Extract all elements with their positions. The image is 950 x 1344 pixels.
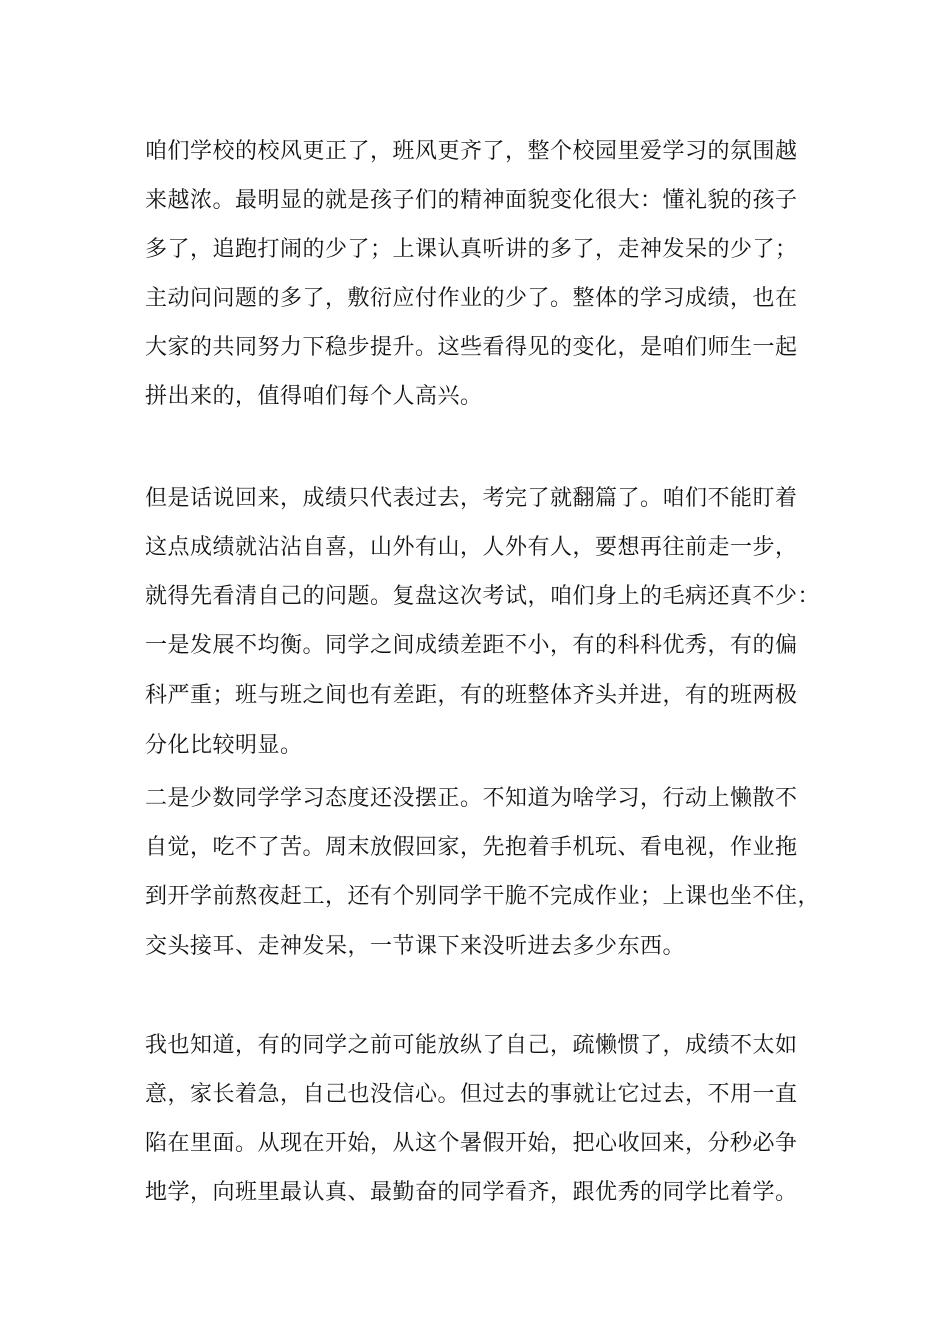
text-line: 就得先看清自己的问题。复盘这次考试，咱们身上的毛病还真不少： [145, 584, 821, 609]
text-line: 到开学前熬夜赶工，还有个别同学干脆不完成作业；上课也坐不住， [145, 884, 821, 909]
text-line: 意，家长着急，自己也没信心。但过去的事就让它过去，不用一直 [145, 1082, 798, 1107]
text-line: 分化比较明显。 [145, 733, 303, 758]
text-line: 主动问问题的多了，敷衍应付作业的少了。整体的学习成绩，也在 [145, 286, 798, 311]
text-line: 地学，向班里最认真、最勤奋的同学看齐，跟优秀的同学比着学。 [145, 1180, 798, 1205]
text-line: 交头接耳、走神发呆，一节课下来没听进去多少东西。 [145, 934, 686, 959]
text-line: 一是发展不均衡。同学之间成绩差距不小，有的科科优秀，有的偏 [145, 633, 798, 658]
text-line: 来越浓。最明显的就是孩子们的精神面貌变化很大：懂礼貌的孩子 [145, 188, 798, 213]
text-line: 科严重；班与班之间也有差距，有的班整体齐头并进，有的班两极 [145, 683, 798, 708]
text-line: 我也知道，有的同学之前可能放纵了自己，疏懒惯了，成绩不太如 [145, 1033, 798, 1058]
text-line: 咱们学校的校风更正了，班风更齐了，整个校园里爱学习的氛围越 [145, 139, 798, 164]
text-line: 陷在里面。从现在开始，从这个暑假开始，把心收回来，分秒必争 [145, 1131, 798, 1156]
text-line: 二是少数同学学习态度还没摆正。不知道为啥学习，行动上懒散不 [145, 786, 798, 811]
text-line: 多了，追跑打闹的少了；上课认真听讲的多了，走神发呆的少了； [145, 237, 798, 262]
text-line: 自觉，吃不了苦。周末放假回家，先抱着手机玩、看电视，作业拖 [145, 835, 798, 860]
text-line: 但是话说回来，成绩只代表过去，考完了就翻篇了。咱们不能盯着 [145, 486, 798, 511]
text-line: 拼出来的，值得咱们每个人高兴。 [145, 384, 483, 409]
text-line: 大家的共同努力下稳步提升。这些看得见的变化，是咱们师生一起 [145, 335, 798, 360]
text-line: 这点成绩就沾沾自喜，山外有山，人外有人，要想再往前走一步， [145, 535, 798, 560]
